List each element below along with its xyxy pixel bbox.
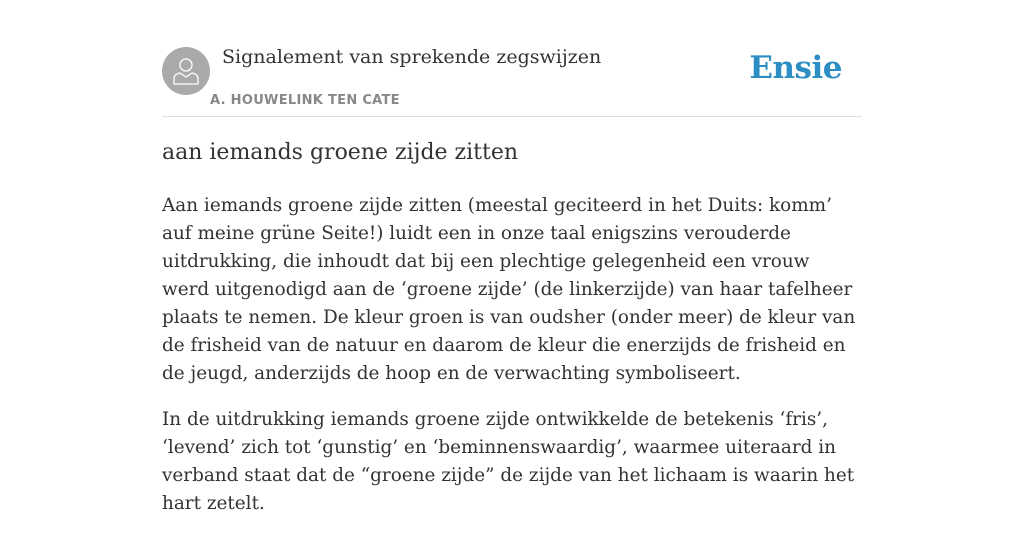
entry-header xyxy=(162,0,862,117)
author-avatar[interactable] xyxy=(162,47,210,95)
entry-title: aan iemands groene zijde zitten xyxy=(162,140,519,165)
body-paragraph: Aan iemands groene zijde zitten (meestal geciteerd in het Duits: komm’ auf meine grüne Seite!) luidt een in onze taal enigszins verouderde uitdrukking, die inhoudt dat bij een plechtige gelegenheid een vrouw werd uitgenodigd aan de ‘groene zijde’ (de linkerzijde) van haar tafelheer plaats te nemen. De kleur groen is van oudsher (onder meer) de kleur van de frisheid van de natuur en daarom de kleur die enerzijds de frisheid en de jeugd, anderzijds de hoop en de verwachting symboliseert. xyxy=(162,195,856,384)
body-paragraph: In de uitdrukking iemands groene zijde ontwikkelde de betekenis ‘fris’, ‘levend’ zich tot ‘gunstig’ en ‘beminnenswaardig’, waarmee uiteraard in verband staat dat de “groene zijde” de zijde van het lichaam is waarin het hart zetelt. xyxy=(162,409,855,514)
entry-card xyxy=(162,0,862,514)
brand-logo[interactable]: Ensie xyxy=(749,50,842,86)
book-title[interactable]: Signalement van sprekende zegswijzen xyxy=(222,46,602,68)
user-silhouette-icon xyxy=(172,56,200,86)
author-name[interactable]: A. HOUWELINK TEN CATE xyxy=(210,93,400,108)
entry-body xyxy=(162,192,862,536)
